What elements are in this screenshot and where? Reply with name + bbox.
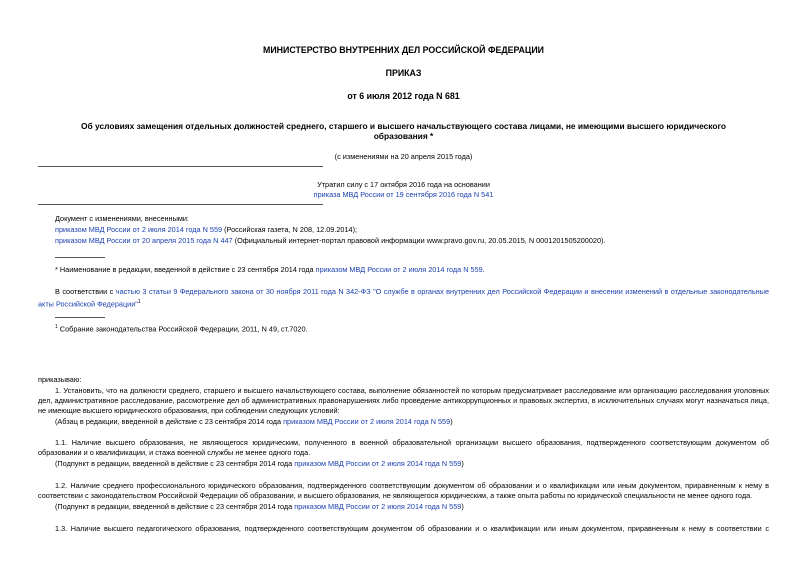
paragraph-1-2-note-end: ) bbox=[461, 502, 464, 511]
paragraph-1-note-end: ) bbox=[450, 417, 453, 426]
document-title-line1: Об условиях замещения отдельных должностей среднего, старшего и высшего начальствующего состава лицами, не имеющими высшего юридического bbox=[81, 121, 726, 131]
paragraph-1-2-note bbox=[55, 502, 464, 512]
amending-order-link-559[interactable]: приказом МВД России от 2 июля 2014 года N 559 bbox=[55, 225, 223, 234]
paragraph-1-1-note bbox=[55, 459, 464, 469]
preamble-text: В соответствии с bbox=[55, 287, 116, 296]
footnote-title-end: . bbox=[482, 265, 485, 274]
paragraph-1-note bbox=[55, 417, 453, 427]
document-title-line2: образования * bbox=[373, 131, 434, 141]
repeal-link-line bbox=[0, 190, 807, 200]
footnote-title-note bbox=[55, 265, 485, 275]
footnote-order-link[interactable]: приказом МВД России от 2 июля 2014 года N 559 bbox=[315, 265, 483, 274]
order-word: приказываю: bbox=[38, 375, 82, 384]
paragraph-1-note-link[interactable]: приказом МВД России от 2 июля 2014 года N 559 bbox=[283, 417, 451, 426]
paragraph-1-3: 1.3. Наличие высшего педагогического образования, подтвержденного соответствующим документом об образовании и о квалификации или иным документом, приравненным к нему в соответствии с bbox=[55, 524, 769, 533]
paragraph-1-1-note-link[interactable]: приказом МВД России от 2 июля 2014 года N 559 bbox=[294, 459, 462, 468]
separator-rule bbox=[38, 204, 323, 205]
changes-item-2-source: (Официальный интернет-портал правовой информации www.pravo.gov.ru, 20.05.2015, N 0001201505200020). bbox=[232, 236, 606, 245]
ministry-heading: МИНИСТЕРСТВО ВНУТРЕННИХ ДЕЛ РОССИЙСКОЙ ФЕДЕРАЦИИ bbox=[263, 45, 544, 55]
footnote-ref: 1 bbox=[137, 299, 141, 306]
separator-rule bbox=[38, 166, 323, 167]
changes-item-2 bbox=[55, 236, 606, 246]
footnote-title-text: * Наименование в редакции, введенной в действие с 23 сентября 2014 года bbox=[55, 265, 316, 274]
paragraph-1-1-note-end: ) bbox=[461, 459, 464, 468]
paragraph-1-2-note-text: (Подпункт в редакции, введенной в действие с 23 сентября 2014 года bbox=[55, 502, 295, 511]
footnote-one-text: Собрание законодательства Российской Федерации, 2011, N 49, ст.7020. bbox=[57, 324, 308, 334]
footnote-rule bbox=[55, 257, 105, 258]
federal-law-link[interactable]: частью 3 статьи 9 Федерального закона от 30 ноября 2011 года N 342-ФЗ "О службе в органах внутренних дел Российской Федерации и внесении изменений в отдельные законодательные акты Российской Федерации" bbox=[38, 287, 770, 309]
changes-intro: Документ с изменениями, внесенными: bbox=[55, 214, 189, 223]
changes-item-1-source: (Российская газета, N 208, 12.09.2014); bbox=[222, 225, 358, 234]
changes-item-1 bbox=[55, 225, 357, 235]
paragraph-1-1-note-text: (Подпункт в редакции, введенной в действие с 23 сентября 2014 года bbox=[55, 459, 295, 468]
paragraph-1: 1. Установить, что на должности среднего, старшего и высшего начальствующего состава, выполнение обязанностей по которым предусматривает расследование или организацию расследования уголовных дел, административное расследование, рассмотрение дел об административных правонарушениях либо проведение антикоррупционных и правовых экспертиз, в исключительных случаях могут назначаться лица, не имеющие высшего юридического образования, при соблюдении следующих условий: bbox=[38, 386, 769, 416]
footnote-rule bbox=[55, 317, 105, 318]
repeal-order-link[interactable]: приказа МВД России от 19 сентября 2016 года N 541 bbox=[313, 190, 494, 199]
preamble-paragraph bbox=[38, 287, 769, 310]
doc-type-heading: ПРИКАЗ bbox=[385, 68, 422, 78]
date-number-heading: от 6 июля 2012 года N 681 bbox=[347, 91, 460, 101]
paragraph-1-note-text: (Абзац в редакции, введенной в действие с 23 сентября 2014 года bbox=[55, 417, 284, 426]
footnote-one bbox=[55, 322, 308, 334]
paragraph-1-2-note-link[interactable]: приказом МВД России от 2 июля 2014 года N 559 bbox=[294, 502, 462, 511]
paragraph-1-2: 1.2. Наличие среднего профессионального юридического образования, подтвержденного соответствующим документом об образовании и о квалификации или иным документом, приравненным к нему в соответствии с законодательством Российской Федерации об образовании, и высшего образования, не являющегося юридическим, а также опыта работы по юридической специальности не менее одного года. bbox=[38, 481, 769, 501]
repeal-status: Утратил силу с 17 октября 2016 года на основании bbox=[317, 180, 490, 189]
paragraph-1-1: 1.1. Наличие высшего образования, не являющегося юридическим, полученного в военной образовательной организации высшего образования, подтвержденного соответствующим документом об образовании и о квалификации, и стажа военной службы не менее одного года. bbox=[38, 438, 769, 458]
footnote-one-mark: 1 bbox=[55, 324, 58, 330]
amending-order-link-447[interactable]: приказом МВД России от 20 апреля 2015 года N 447 bbox=[55, 236, 233, 245]
amendments-note: (с изменениями на 20 апреля 2015 года) bbox=[334, 152, 473, 161]
